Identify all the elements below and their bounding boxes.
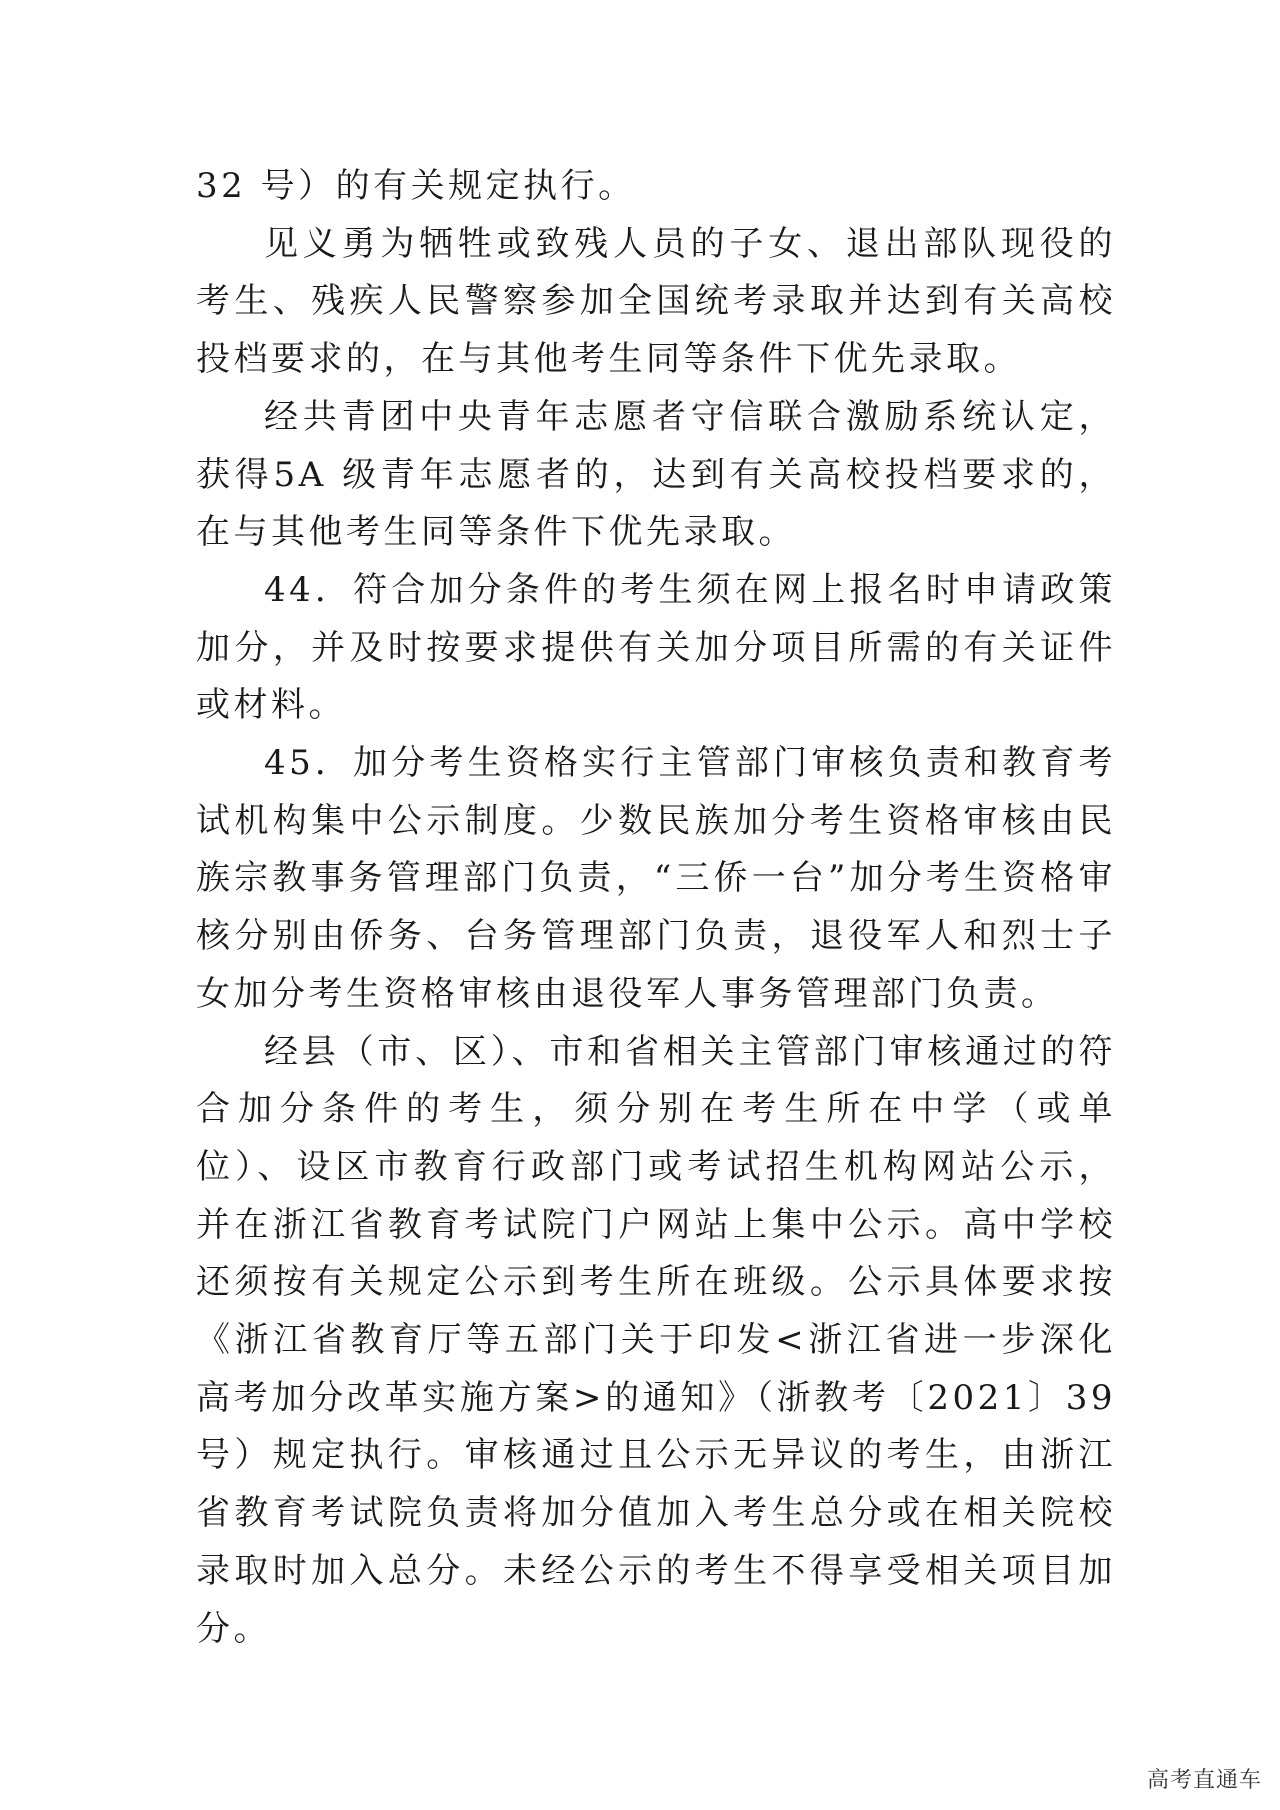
paragraph-publicity-rules: 经县（市、区）、市和省相关主管部门审核通过的符合加分条件的考生，须分别在考生所在中学（或单位）、设区市教育行政部门或考试招生机构网站公示，并在浙江省教育考试院门户网站上集中公示。高中学校还须按有关规定公示到考生所在班级。公示具体要求按《浙江省教育厅等五部门关于印发<浙江省进一步深化高考加分改革实施方案>的通知》（浙教考〔2021〕39 号）规定执行。审核通过且公示无异议的考生，由浙江省教育考试院负责将加分值加入考生总分或在相关院校录取时加入总分。未经公示的考生不得享受相关项目加分。	[196, 1031, 1116, 1649]
watermark-text: 高考直通车	[1146, 1768, 1262, 1793]
document-body	[196, 158, 1116, 1658]
paragraph-heroic-acts-priority: 见义勇为牺牲或致残人员的子女、退出部队现役的考生、残疾人民警察参加全国统考录取并达到有关高校投档要求的，在与其他考生同等条件下优先录取。	[196, 223, 1116, 380]
paragraph-continuation: 32 号）的有关规定执行。	[196, 166, 636, 206]
paragraph-volunteer-priority: 经共青团中央青年志愿者守信联合激励系统认定，获得5A 级青年志愿者的，达到有关高校投档要求的，在与其他考生同等条件下优先录取。	[196, 396, 1116, 553]
paragraph-item-45: 45．加分考生资格实行主管部门审核负责和教育考试机构集中公示制度。少数民族加分考生资格审核由民族宗教事务管理部门负责，“三侨一台”加分考生资格审核分别由侨务、台务管理部门负责，退役军人和烈士子女加分考生资格审核由退役军人事务管理部门负责。	[196, 743, 1116, 1014]
paragraph-item-44: 44．符合加分条件的考生须在网上报名时申请政策加分，并及时按要求提供有关加分项目所需的有关证件或材料。	[196, 569, 1116, 726]
